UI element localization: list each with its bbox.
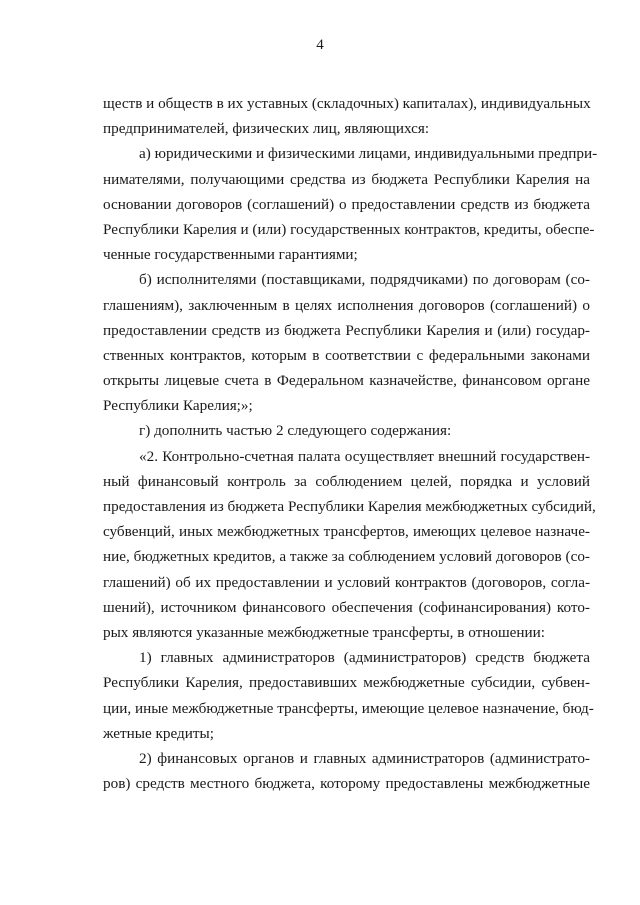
text-line: ченные государственными гарантиями;	[103, 246, 358, 264]
text-line: открыты лицевые счета в Федеральном казначействе, финансовом органе	[103, 372, 590, 390]
text-line: шений), источником финансового обеспечения (софинансирования) кото-	[103, 598, 590, 616]
text-line: Республики Карелия и (или) государственных контрактов, кредиты, обеспе-	[103, 220, 595, 238]
text-line: субвенций, иных межбюджетных трансфертов, имеющих целевое назначе-	[103, 523, 590, 541]
text-line: ственных контрактов, которым в соответствии с федеральными законами	[103, 346, 590, 364]
document-body	[103, 91, 598, 796]
text-line: нимателями, получающими средства из бюджета Республики Карелия на	[103, 170, 590, 188]
text-line: глашениям), заключенным в целях исполнения договоров (соглашений) о	[103, 296, 590, 314]
text-line: Республики Карелия, предоставивших межбюджетные субсидии, субвен-	[103, 674, 590, 692]
text-line: «2. Контрольно-счетная палата осуществляет внешний государствен-	[139, 447, 590, 465]
text-line: г) дополнить частью 2 следующего содержания:	[139, 422, 452, 440]
text-line: рых являются указанные межбюджетные трансферты, в отношении:	[103, 623, 546, 641]
text-line: предоставления из бюджета Республики Карелия межбюджетных субсидий,	[103, 498, 596, 515]
text-line: б) исполнителями (поставщиками, подрядчиками) по договорам (со-	[139, 271, 590, 289]
text-line: глашений) об их предоставлении и условий контрактов (договоров, согла-	[103, 573, 590, 591]
text-line: а) юридическими и физическими лицами, индивидуальными предпри-	[139, 145, 598, 163]
text-line: жетные кредиты;	[103, 724, 214, 742]
text-line: предоставлении средств из бюджета Республики Карелия и (или) государ-	[103, 321, 590, 339]
text-line: ществ и обществ в их уставных (складочных) капиталах), индивидуальных	[103, 95, 591, 112]
text-line: основании договоров (соглашений) о предоставлении средств из бюджета	[103, 195, 590, 213]
text-line: ние, бюджетных кредитов, а также за соблюдением условий договоров (со-	[103, 548, 590, 566]
text-line: 2) финансовых органов и главных администраторов (администрато-	[139, 749, 590, 767]
text-line: предпринимателей, физических лиц, являющихся:	[103, 120, 430, 138]
text-line: 1) главных администраторов (администраторов) средств бюджета	[139, 649, 590, 667]
text-line: Республики Карелия;»;	[103, 397, 253, 415]
text-line: ров) средств местного бюджета, которому предоставлены межбюджетные	[103, 775, 590, 793]
text-line: ный финансовый контроль за соблюдением целей, порядка и условий	[103, 472, 590, 490]
page-number: 4	[316, 37, 324, 53]
text-line: ции, иные межбюджетные трансферты, имеющие целевое назначение, бюд-	[103, 699, 594, 717]
